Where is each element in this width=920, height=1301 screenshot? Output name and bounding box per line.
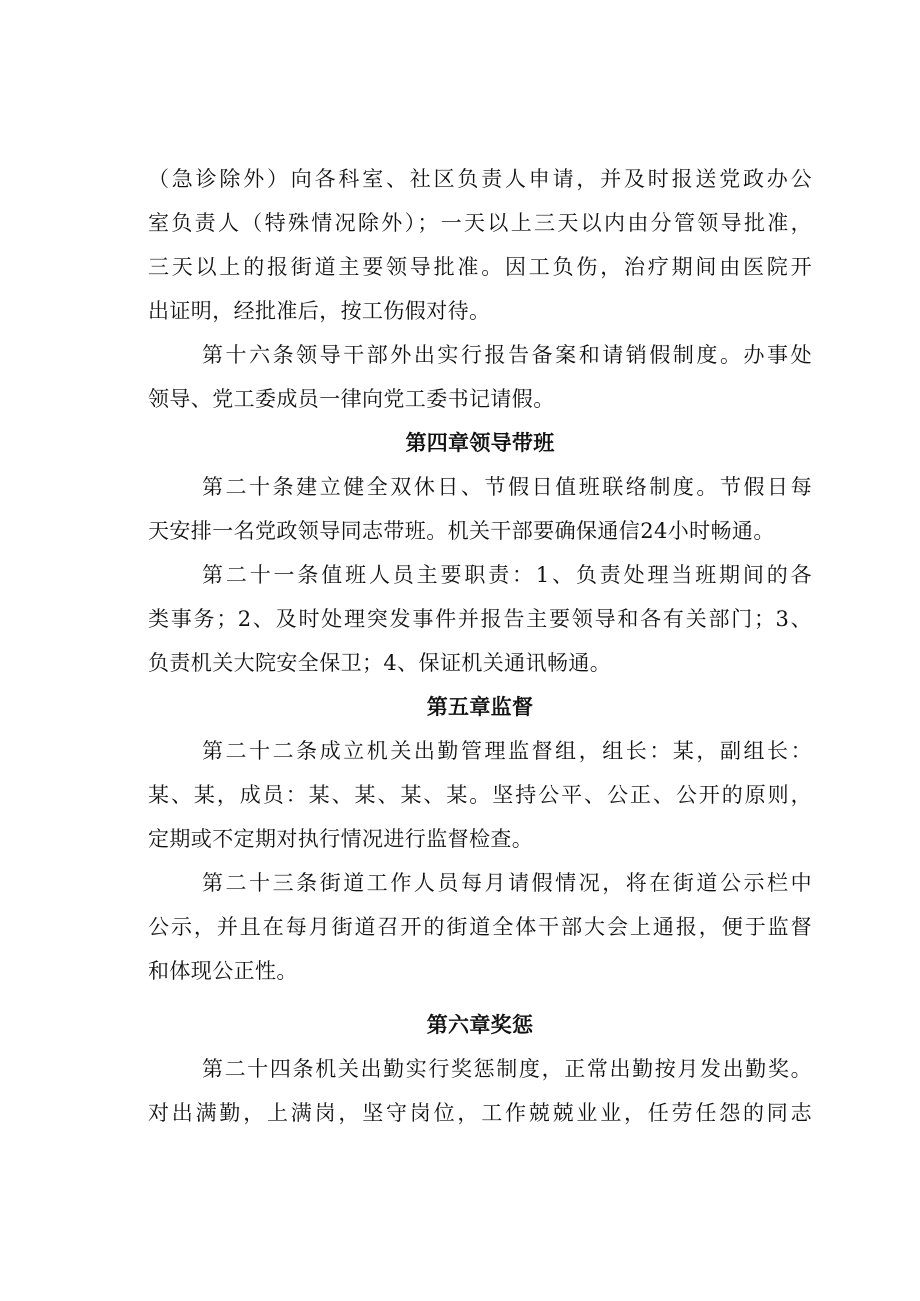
text-line: 某、某，成员：某、某、某、某。坚持公平、公正、公开的原则， bbox=[148, 783, 812, 807]
text-line: 室负责人（特殊情况除外）；一天以上三天以内由分管领导批准， bbox=[148, 211, 812, 235]
text-line: 第二十一条值班人员主要职责：1、负责处理当班期间的各 bbox=[202, 563, 812, 587]
text-line: 三天以上的报街道主要领导批准。因工负伤，治疗期间由医院开 bbox=[148, 255, 812, 279]
paragraph-article-22 bbox=[148, 729, 812, 861]
chapter-heading-4: 第四章领导带班 bbox=[405, 431, 555, 455]
text-line: 和体现公正性。 bbox=[148, 959, 298, 983]
paragraph-article-21 bbox=[148, 553, 812, 685]
text-line: 负责机关大院安全保卫；4、保证机关通讯畅通。 bbox=[148, 651, 612, 675]
text-line: 出证明，经批准后，按工伤假对待。 bbox=[148, 299, 491, 323]
text-line: 第二十条建立健全双休日、节假日值班联络制度。节假日每 bbox=[202, 475, 812, 499]
text-line: 公示，并且在每月街道召开的街道全体干部大会上通报，便于监督 bbox=[148, 915, 812, 939]
text-line: 天安排一名党政领导同志带班。机关干部要确保通信24小时畅通。 bbox=[148, 519, 775, 543]
text-line: 第二十三条街道工作人员每月请假情况，将在街道公示栏中 bbox=[202, 871, 812, 895]
paragraph-article-23 bbox=[148, 861, 812, 993]
text-line: （急诊除外）向各科室、社区负责人申请，并及时报送党政办公 bbox=[148, 167, 812, 191]
text-line: 第二十四条机关出勤实行奖惩制度，正常出勤按月发出勤奖。 bbox=[202, 1057, 812, 1081]
paragraph-sick-leave bbox=[148, 157, 812, 333]
paragraph-article-16 bbox=[148, 333, 812, 421]
chapter-heading-5: 第五章监督 bbox=[426, 695, 534, 719]
paragraph-article-20 bbox=[148, 465, 812, 553]
text-line: 类事务；2、及时处理突发事件并报告主要领导和各有关部门；3、 bbox=[148, 607, 812, 631]
spacer bbox=[148, 993, 812, 1003]
document-page bbox=[148, 157, 812, 1135]
text-line: 领导、党工委成员一律向党工委书记请假。 bbox=[148, 387, 555, 411]
text-line: 对出满勤，上满岗，坚守岗位，工作兢兢业业，任劳任怨的同志 bbox=[148, 1101, 812, 1125]
text-line: 第十六条领导干部外出实行报告备案和请销假制度。办事处 bbox=[202, 343, 812, 367]
paragraph-article-24 bbox=[148, 1047, 812, 1135]
chapter-heading-6: 第六章奖惩 bbox=[426, 1013, 534, 1037]
text-line: 第二十二条成立机关出勤管理监督组，组长：某，副组长： bbox=[202, 739, 812, 763]
text-line: 定期或不定期对执行情况进行监督检查。 bbox=[148, 827, 534, 851]
